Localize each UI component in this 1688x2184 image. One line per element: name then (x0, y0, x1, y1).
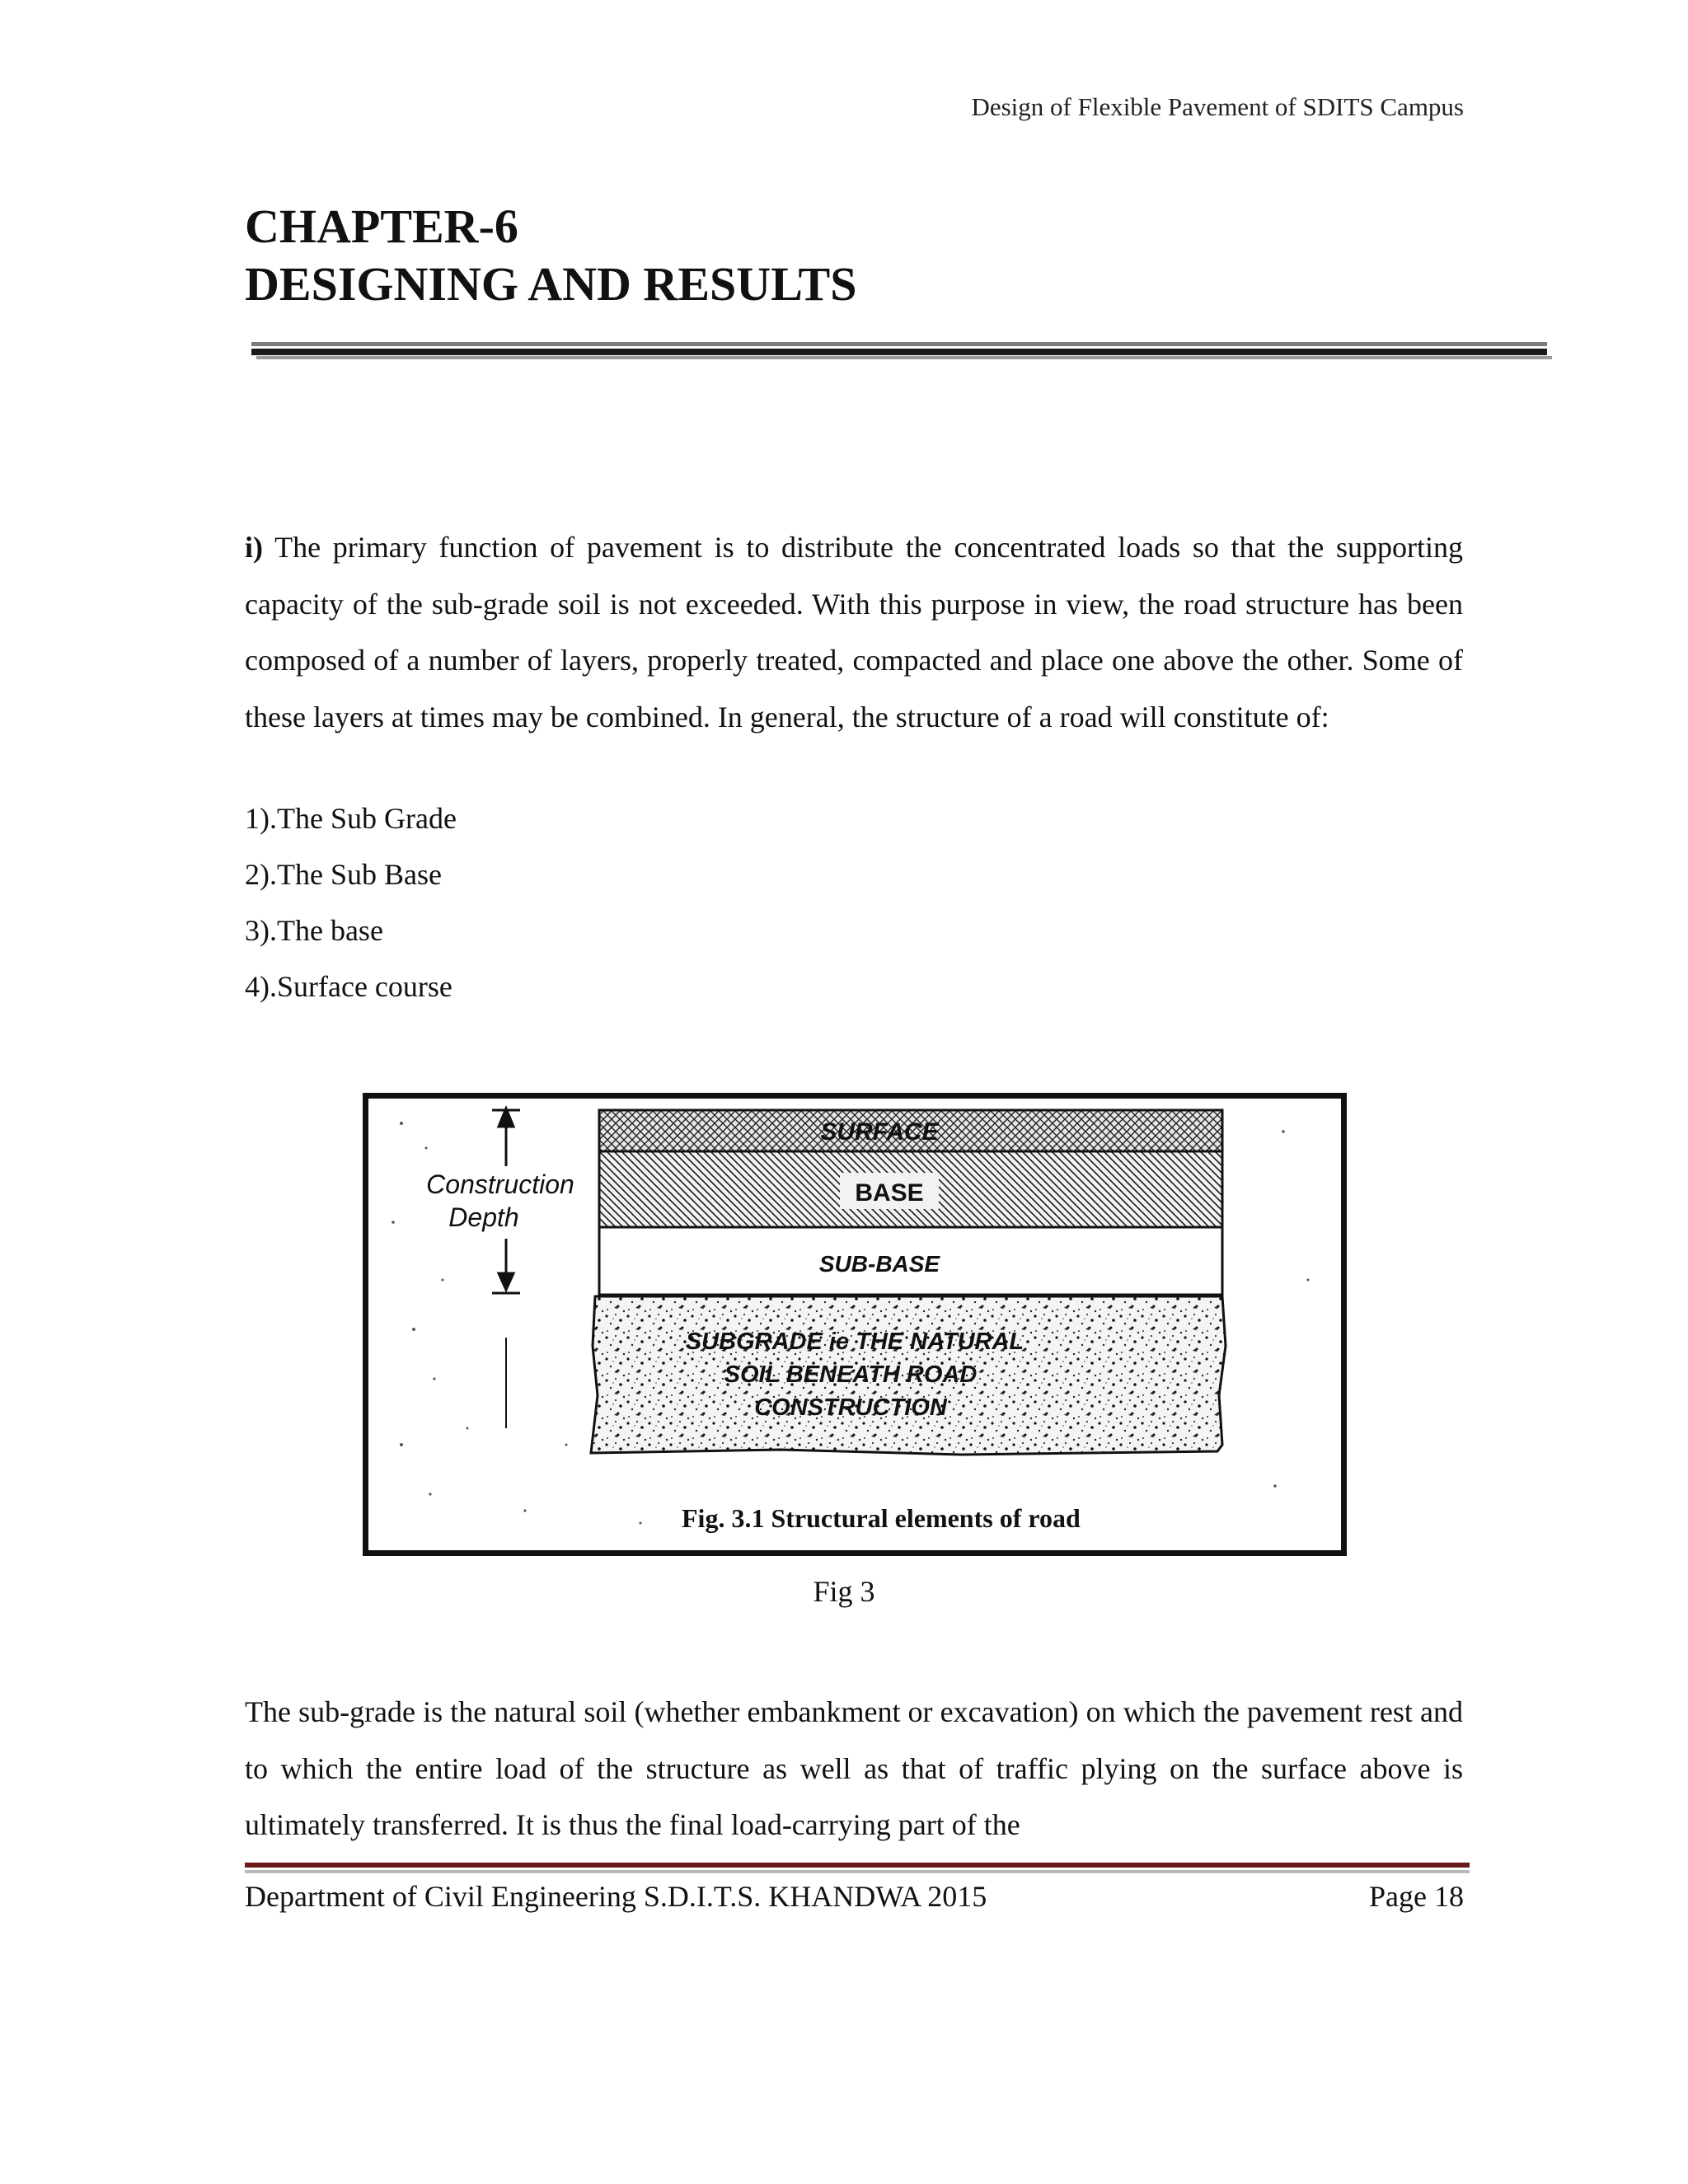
subbase-label: SUB-BASE (818, 1251, 940, 1277)
list-item: 4).Surface course (245, 970, 452, 1003)
subgrade-label-line3: CONSTRUCTION (754, 1394, 947, 1421)
chapter-heading (245, 198, 856, 313)
chapter-number: CHAPTER-6 (245, 199, 518, 253)
subgrade-paragraph: The sub-grade is the natural soil (whether embankment or excavation) on which the pavement rest and to which the entire load of the structure as well as that of traffic plying on the surface above is ultimately transferred. It is thus the final load-carrying part of the (245, 1695, 1463, 1841)
surface-label: SURFACE (820, 1118, 939, 1146)
depth-label-line1: Construction (426, 1169, 574, 1199)
subgrade-label-line2: SOIL BENEATH ROAD (724, 1361, 978, 1388)
base-label: BASE (855, 1179, 924, 1207)
chapter-divider (251, 342, 1547, 360)
subgrade-label-line1: SUBGRADE ie THE NATURAL (685, 1329, 1025, 1355)
list-item: 1).The Sub Grade (245, 802, 457, 835)
footer-department: Department of Civil Engineering S.D.I.T.S. KHANDWA 2015 (245, 1880, 987, 1913)
intro-paragraph (245, 519, 1463, 745)
road-structure-figure (363, 1093, 1347, 1556)
figure-caption: Fig 3 (813, 1575, 875, 1608)
intro-text: The primary function of pavement is to distribute the concentrated loads so that the supporting capacity of the sub-grade soil is not exceeded. With this purpose in view, the road structure has been composed of a number of layers, properly treated, compacted and place one above the other. Some of these layers at times may be combined. In general, the structure of a road will constitute of: (245, 531, 1463, 733)
footer-page-number: Page 18 (1369, 1880, 1464, 1913)
list-item: 3).The base (245, 914, 383, 947)
intro-lead: i) (245, 531, 263, 564)
list-item: 2).The Sub Base (245, 858, 442, 891)
figure-inner-caption: Fig. 3.1 Structural elements of road (682, 1503, 1081, 1533)
depth-label-line2: Depth (448, 1202, 519, 1232)
depth-arrow (492, 1108, 520, 1428)
road-structure-diagram (368, 1099, 1341, 1550)
chapter-title: DESIGNING AND RESULTS (245, 257, 857, 311)
footer-divider (245, 1863, 1470, 1873)
running-header: Design of Flexible Pavement of SDITS Campus (971, 92, 1464, 121)
